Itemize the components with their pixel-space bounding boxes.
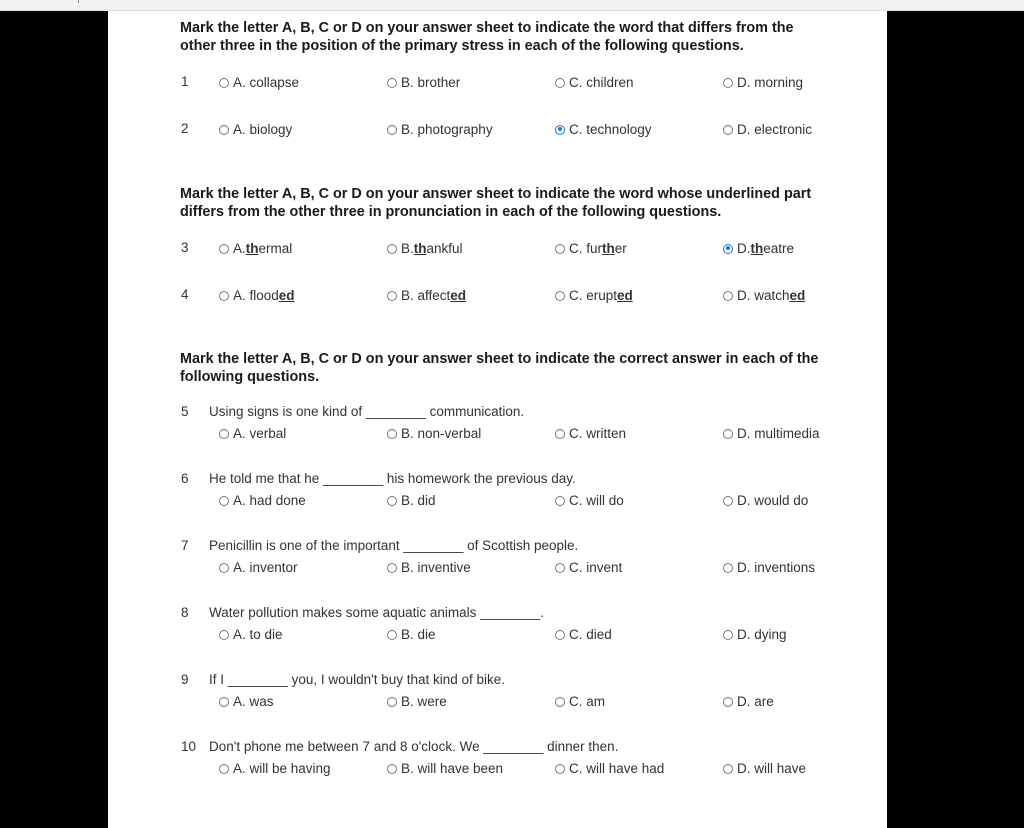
radio-icon[interactable] (555, 291, 565, 301)
question-number: 6 (181, 471, 189, 486)
radio-icon[interactable] (219, 563, 229, 573)
option-label: A. biology (233, 122, 293, 137)
q2-option-a[interactable] (219, 122, 292, 137)
option-label: B. inventive (401, 560, 471, 575)
q1-option-c[interactable] (555, 75, 634, 90)
radio-icon[interactable] (555, 563, 565, 573)
option-label: D. electronic (737, 122, 813, 137)
option-label: A. was (233, 694, 274, 709)
section-1-instruction: Mark the letter A, B, C or D on your answer sheet to indicate the word that differs from the other three in the position of the primary stress in each of the following questions. (180, 20, 794, 54)
radio-icon[interactable] (219, 429, 229, 439)
option-label: B. brother (401, 75, 461, 90)
radio-icon[interactable] (219, 291, 229, 301)
option-label: D. would do (737, 493, 809, 508)
q4-option-d[interactable] (723, 288, 805, 303)
radio-icon[interactable] (387, 563, 397, 573)
q5-option-c[interactable] (555, 426, 626, 441)
q6-option-d[interactable] (723, 493, 808, 508)
radio-icon[interactable] (723, 764, 733, 774)
radio-icon[interactable] (723, 496, 733, 506)
q5-option-b[interactable] (387, 426, 481, 441)
radio-icon[interactable] (555, 244, 565, 254)
q8-option-a[interactable] (219, 627, 283, 642)
radio-icon[interactable] (387, 78, 397, 88)
quiz-page (108, 11, 887, 828)
radio-icon[interactable] (219, 496, 229, 506)
option-underlined: th (750, 241, 764, 256)
option-prefix: C. erupt (569, 288, 618, 303)
question-number: 10 (181, 739, 197, 754)
q7-option-b[interactable] (387, 560, 471, 575)
option-label: A. had done (233, 493, 306, 508)
question-number: 7 (181, 538, 189, 553)
option-label: D. multimedia (737, 426, 820, 441)
q9-option-a[interactable] (219, 694, 274, 709)
radio-icon[interactable] (723, 125, 733, 135)
option-label: B. photography (401, 122, 493, 137)
option-label: D. are (737, 694, 774, 709)
option-label: A. to die (233, 627, 283, 642)
question-number: 2 (181, 121, 189, 136)
browser-top-bar (0, 0, 1024, 11)
option-prefix: B. affect (401, 288, 451, 303)
option-prefix: A. (233, 241, 246, 256)
option-label: D. dying (737, 627, 787, 642)
radio-icon[interactable] (723, 563, 733, 573)
q6-option-c[interactable] (555, 493, 624, 508)
option-label: C. technology (569, 122, 652, 137)
q6-option-a[interactable] (219, 493, 306, 508)
radio-icon[interactable] (219, 697, 229, 707)
radio-icon[interactable] (219, 125, 229, 135)
option-prefix: D. (737, 241, 751, 256)
radio-icon[interactable] (555, 764, 565, 774)
q10-option-a[interactable] (219, 761, 331, 776)
option-label: D. morning (737, 75, 804, 90)
option-label: B. die (401, 627, 436, 642)
question-stem: Penicillin is one of the important ________ of Scottish people. (209, 538, 579, 553)
q3-option-c[interactable] (555, 241, 627, 256)
radio-checked-icon[interactable] (723, 244, 733, 254)
section-3-instruction: Mark the letter A, B, C or D on your answer sheet to indicate the correct answer in each of the following questions. (180, 351, 819, 385)
radio-icon[interactable] (723, 630, 733, 640)
option-underlined: ed (617, 288, 633, 303)
option-underlined: ed (450, 288, 467, 303)
q7-option-d[interactable] (723, 560, 815, 575)
question-number: 5 (181, 404, 189, 419)
radio-icon[interactable] (387, 291, 397, 301)
radio-icon[interactable] (387, 630, 397, 640)
question-stem: Using signs is one kind of ________ communication. (209, 404, 525, 419)
q2-option-b[interactable] (387, 122, 493, 137)
section-2-instruction: Mark the letter A, B, C or D on your answer sheet to indicate the word whose underlined part differs from the other three in pronunciation in each of the following questions. (180, 186, 812, 220)
option-label: B. were (401, 694, 447, 709)
question-stem: Water pollution makes some aquatic animals ________. (209, 605, 544, 620)
radio-checked-icon[interactable] (555, 125, 565, 135)
q8-option-c[interactable] (555, 627, 612, 642)
option-underlined: th (413, 241, 427, 256)
q9-option-d[interactable] (723, 694, 774, 709)
option-label: C. died (569, 627, 612, 642)
question-stem: He told me that he ________ his homework the previous day. (209, 471, 576, 486)
option-suffix: ankful (426, 241, 463, 256)
option-label: A. will be having (233, 761, 331, 776)
q3-option-a[interactable] (219, 241, 292, 256)
q4-option-c[interactable] (555, 288, 633, 303)
radio-icon[interactable] (555, 697, 565, 707)
option-label: C. invent (569, 560, 623, 575)
option-suffix: er (614, 241, 627, 256)
option-label: C. am (569, 694, 606, 709)
option-prefix: C. fur (569, 241, 603, 256)
radio-icon[interactable] (555, 630, 565, 640)
q3-option-d[interactable] (723, 241, 794, 256)
top-bar-tick (78, 0, 79, 3)
radio-icon[interactable] (387, 496, 397, 506)
question-number: 8 (181, 605, 189, 620)
radio-icon[interactable] (387, 125, 397, 135)
radio-icon[interactable] (555, 496, 565, 506)
radio-icon[interactable] (387, 764, 397, 774)
radio-icon[interactable] (723, 429, 733, 439)
q1-option-d[interactable] (723, 75, 803, 90)
question-number: 9 (181, 672, 189, 687)
option-prefix: D. watch (737, 288, 790, 303)
q1-option-a[interactable] (219, 75, 299, 90)
option-suffix: eatre (763, 241, 795, 256)
q4-option-b[interactable] (387, 288, 466, 303)
q9-option-b[interactable] (387, 694, 447, 709)
option-label: B. non-verbal (401, 426, 482, 441)
next-instruction-cutoff (180, 820, 780, 828)
q7-option-a[interactable] (219, 560, 298, 575)
question-number: 1 (181, 74, 189, 89)
radio-icon[interactable] (387, 697, 397, 707)
option-label: B. did (401, 493, 436, 508)
q8-option-d[interactable] (723, 627, 787, 642)
option-label: C. will have had (569, 761, 665, 776)
q7-option-c[interactable] (555, 560, 622, 575)
q10-option-b[interactable] (387, 761, 503, 776)
radio-icon[interactable] (555, 78, 565, 88)
q5-option-a[interactable] (219, 426, 286, 441)
q10-option-d[interactable] (723, 761, 806, 776)
question-stem: If I ________ you, I wouldn't buy that kind of bike. (209, 672, 506, 687)
q8-option-b[interactable] (387, 627, 436, 642)
q3-option-b[interactable] (387, 241, 463, 256)
q2-option-c[interactable] (555, 122, 652, 137)
option-label: C. will do (569, 493, 624, 508)
option-label: D. will have (737, 761, 807, 776)
q10-option-c[interactable] (555, 761, 664, 776)
option-label: A. collapse (233, 75, 300, 90)
question-stem: Don't phone me between 7 and 8 o'clock. We ________ dinner then. (209, 739, 619, 754)
radio-icon[interactable] (219, 78, 229, 88)
option-underlined: ed (789, 288, 806, 303)
option-prefix: A. flood (233, 288, 279, 303)
option-label: A. inventor (233, 560, 298, 575)
option-underlined: ed (278, 288, 295, 303)
radio-icon[interactable] (219, 764, 229, 774)
q5-option-d[interactable] (723, 426, 820, 441)
option-suffix: ermal (258, 241, 293, 256)
option-label: A. verbal (233, 426, 287, 441)
radio-icon[interactable] (219, 630, 229, 640)
radio-icon[interactable] (723, 697, 733, 707)
q1-option-b[interactable] (387, 75, 460, 90)
radio-icon[interactable] (387, 429, 397, 439)
option-label: D. inventions (737, 560, 816, 575)
q2-option-d[interactable] (723, 122, 812, 137)
question-number: 4 (181, 287, 189, 302)
option-prefix: B. (401, 241, 414, 256)
option-label: C. written (569, 426, 627, 441)
radio-icon[interactable] (723, 78, 733, 88)
q4-option-a[interactable] (219, 288, 295, 303)
question-number: 3 (181, 240, 189, 255)
option-label: B. will have been (401, 761, 504, 776)
q6-option-b[interactable] (387, 493, 436, 508)
radio-icon[interactable] (723, 291, 733, 301)
radio-icon[interactable] (555, 429, 565, 439)
option-label: C. children (569, 75, 634, 90)
option-underlined: th (245, 241, 259, 256)
q9-option-c[interactable] (555, 694, 605, 709)
option-underlined: th (602, 241, 615, 256)
radio-icon[interactable] (387, 244, 397, 254)
radio-icon[interactable] (219, 244, 229, 254)
